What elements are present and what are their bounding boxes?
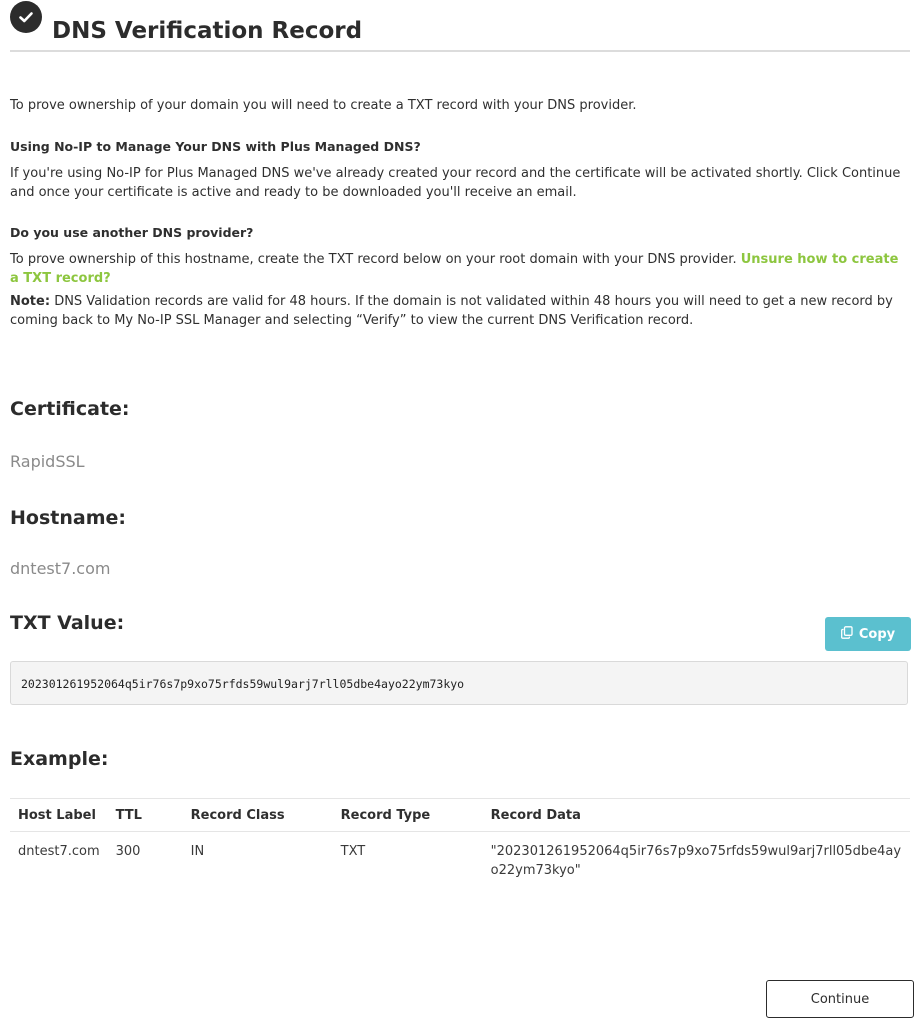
record-data-cell: "202301261952064q5ir76s7p9xo75rfds59wul9arj7rll05dbe4ayo22ym73kyo" (490, 844, 902, 878)
copy-button[interactable] (825, 617, 911, 651)
intro-text: To prove ownership of your domain you will need to create a TXT record with your DNS provider. (10, 98, 637, 113)
example-label: Example: (10, 748, 109, 770)
other-provider-heading: Do you use another DNS provider? (10, 225, 254, 240)
other-provider-text (10, 250, 910, 288)
copy-icon (841, 626, 853, 643)
note-body: DNS Validation records are valid for 48 hours. If the domain is not validated within 48 hours you will need to get a new record by coming back to My No-IP SSL Manager and selecting “Verify” to view the current DNS Verification record. (10, 294, 893, 328)
column-header: Record Type (333, 799, 483, 832)
hostname-label: Hostname: (10, 507, 126, 529)
certificate-label: Certificate: (10, 398, 130, 420)
column-header: Record Data (483, 799, 910, 832)
other-provider-body: To prove ownership of this hostname, create the TXT record below on your root domain with your DNS provider. (10, 252, 737, 267)
table-row (10, 832, 910, 891)
txt-record-help-link[interactable]: Unsure how to create a TXT record? (10, 252, 899, 286)
ttl-cell: 300 (115, 844, 141, 859)
txt-value-label: TXT Value: (10, 612, 125, 634)
page-header (10, 0, 910, 52)
note-text (10, 292, 910, 330)
note-label: Note: (10, 294, 51, 309)
certificate-value: RapidSSL (10, 452, 85, 471)
record-type-cell: TXT (340, 844, 366, 859)
column-header: TTL (108, 799, 183, 832)
host-label-cell: dntest7.com (18, 844, 100, 859)
noip-text: If you're using No-IP for Plus Managed DNS we've already created your record and the certificate will be activated shortly. Click Continue and once your certificate is active and ready to be downloaded you'll receive an email. (10, 166, 901, 200)
column-header: Record Class (183, 799, 333, 832)
page-title: DNS Verification Record (52, 18, 363, 45)
continue-button[interactable]: Continue (766, 980, 914, 1018)
record-class-cell: IN (190, 844, 205, 859)
noip-heading: Using No-IP to Manage Your DNS with Plus Managed DNS? (10, 139, 421, 154)
copy-label: Copy (858, 626, 896, 642)
column-header: Host Label (10, 799, 108, 832)
check-circle-icon (10, 1, 42, 33)
table-header-row (10, 799, 910, 832)
txt-value-field[interactable]: 202301261952064q5ir76s7p9xo75rfds59wul9arj7rll05dbe4ayo22ym73kyo (10, 661, 908, 705)
instructions (10, 96, 910, 330)
example-table (10, 798, 910, 890)
hostname-value: dntest7.com (10, 559, 111, 578)
